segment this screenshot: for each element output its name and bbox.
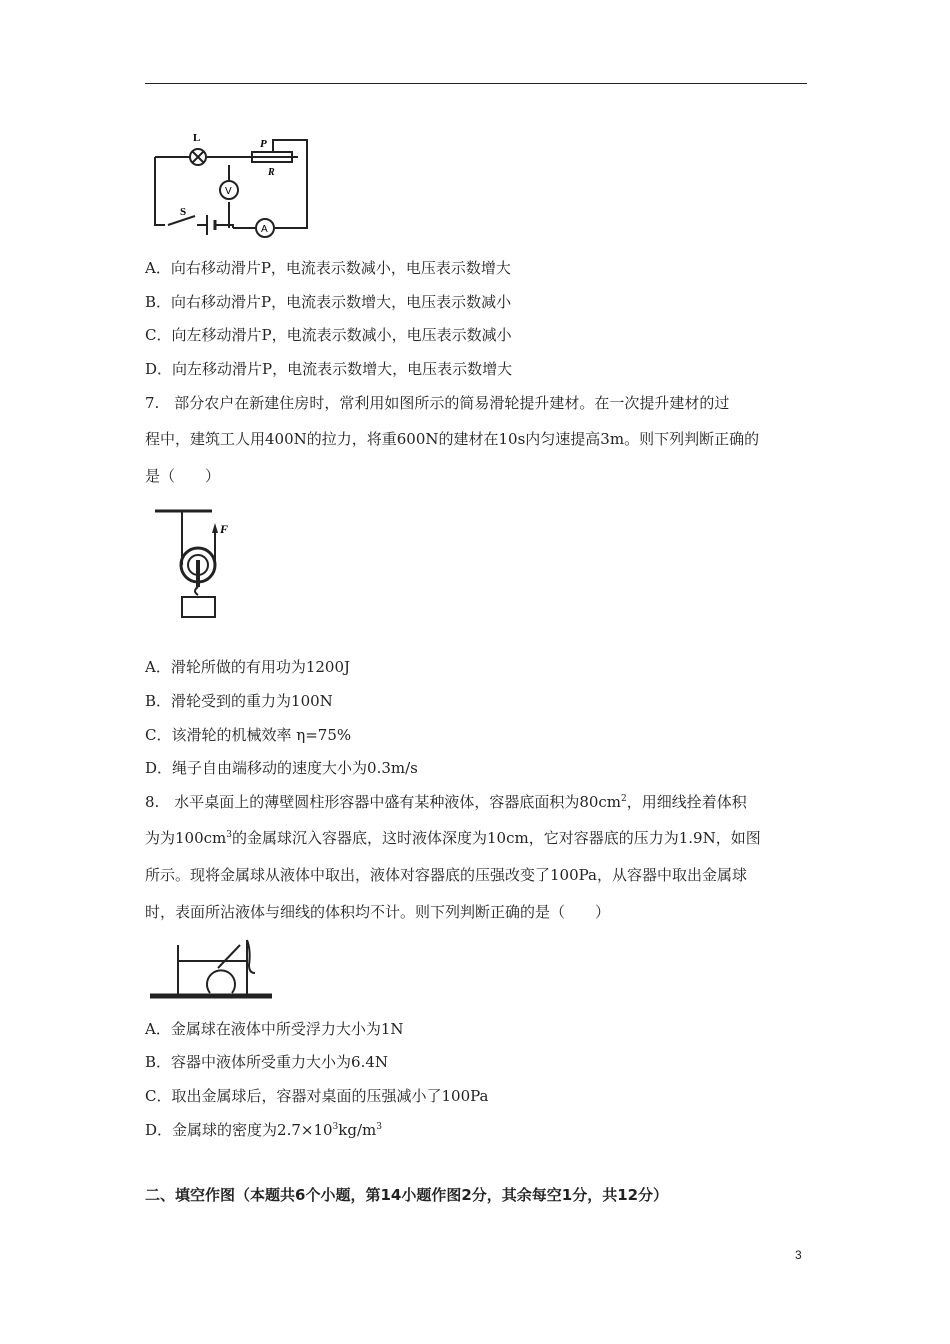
q7-stem-line-2: 程中，建筑工人用400N的拉力，将重600N的建材在10s内匀速提高3m。则下列判断正确的 [145,430,760,448]
label-l: L [193,132,201,144]
section-heading: 二、填空作图（本题共6个小题，第14小题作图2分，其余每空1分，共12分） [145,1186,669,1204]
q8-stem-line-3: 所示。现将金属球从液体中取出，液体对容器底的压强改变了100Pa，从容器中取出金属球 [145,866,747,884]
q6-option-b: B．向右移动滑片P，电流表示数增大，电压表示数减小 [145,293,512,311]
label-p: P [260,138,267,150]
text: 为为100cm [145,829,227,847]
q8-stem-line-1 [145,792,747,812]
q7-stem-line-3: 是（ ） [145,467,221,485]
label-s: S [180,206,187,218]
superscript: 3 [332,1122,339,1132]
q6-option-d: D．向左移动滑片P，电流表示数增大，电压表示数增大 [145,360,513,378]
text: ，用细线拴着体积 [626,793,747,811]
q7-option-b: B．滑轮受到的重力为100N [145,692,333,710]
ammeter-label: A [261,224,268,235]
q8-option-a: A．金属球在液体中所受浮力大小为1N [145,1020,404,1038]
text: 的金属球沉入容器底，这时液体深度为10cm，它对容器底的压力为1.9N，如图 [232,829,761,847]
label-r: R [268,167,275,178]
page-number: 3 [795,1248,802,1262]
superscript: 2 [621,794,627,804]
text: kg/m [338,1121,377,1139]
q7-stem-line-1: 7. 部分农户在新建住房时，常利用如图所示的简易滑轮提升建材。在一次提升建材的过 [145,394,730,412]
voltmeter-label: V [225,186,232,197]
container-diagram [150,935,275,1000]
text: D．金属球的密度为2.7×10 [145,1121,333,1139]
q7-option-a: A．滑轮所做的有用功为1200J [145,658,351,676]
q6-option-a: A．向右移动滑片P，电流表示数减小，电压表示数增大 [145,259,511,277]
circuit-diagram [145,125,315,240]
q8-option-b: B．容器中液体所受重力大小为6.4N [145,1053,389,1071]
superscript: 3 [376,1122,382,1132]
q7-option-c: C．该滑轮的机械效率 η=75% [145,726,352,744]
superscript: 3 [226,830,232,840]
text: 8. 水平桌面上的薄壁圆柱形容器中盛有某种液体，容器底面积为80cm [145,793,622,811]
pulley-diagram [150,505,250,625]
q8-option-d [145,1120,382,1140]
q6-option-c: C．向左移动滑片P，电流表示数减小，电压表示数减小 [145,326,512,344]
q8-stem-line-4: 时，表面所沾液体与细线的体积均不计。则下列判断正确的是（ ） [145,903,611,921]
q8-option-c: C．取出金属球后，容器对桌面的压强减小了100Pa [145,1087,489,1105]
force-label: F [220,522,229,536]
q7-option-d: D．绳子自由端移动的速度大小为0.3m/s [145,759,418,777]
q8-stem-line-2 [145,828,761,848]
header-rule [145,83,807,84]
